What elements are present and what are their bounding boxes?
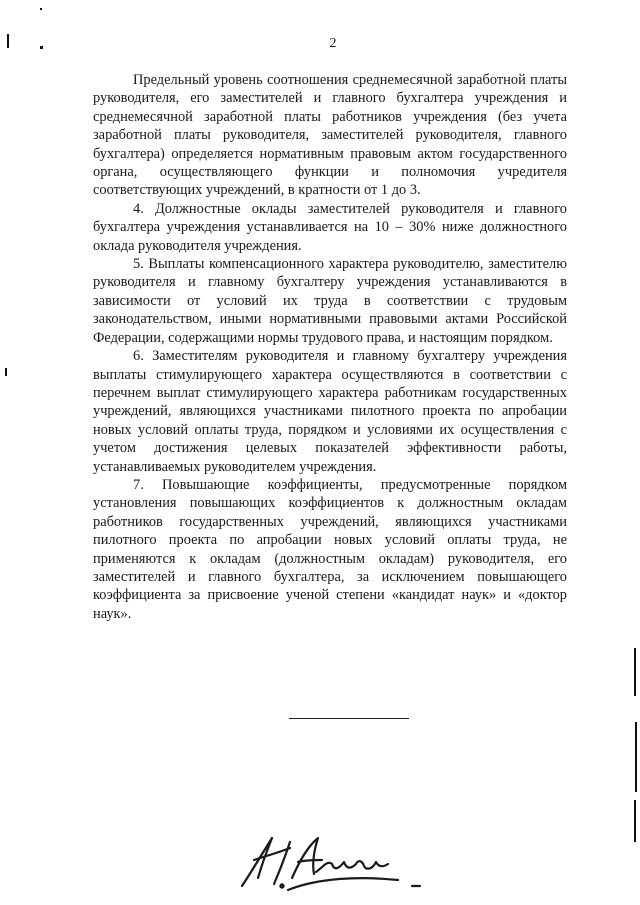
scan-artifact [635, 722, 637, 792]
signature-icon [228, 820, 428, 900]
scan-artifact [634, 648, 636, 696]
end-divider [289, 718, 409, 719]
paragraph-6: 6. Заместителям руководителя и главному бухгалтеру учреждения выплаты стимулирующего характера осуществляются в соответствии с перечнем выплат стимулирующего характера работникам государственных учреждений, являющихся участниками пилотного проекта по апробации новых условий оплаты труда, порядком и условиями их осуществления с учетом достижения целевых показателей эффективности работы, устанавливаемых руководителем учреждения. [93, 348, 567, 475]
page-number: 2 [329, 36, 337, 51]
scan-artifact [7, 34, 9, 48]
document-body [93, 71, 567, 623]
scan-artifact [40, 8, 42, 10]
paragraph-5: 5. Выплаты компенсационного характера руководителю, заместителю руководителя и главному бухгалтеру учреждения устанавливаются в зависимости от условий их труда в соответствии с трудовым законодательством, иными нормативными правовыми актами Российской Федерации, содержащими нормы трудового права, и настоящим порядком. [93, 256, 567, 346]
paragraph-7: 7. Повышающие коэффициенты, предусмотренные порядком установления повышающих коэффициентов к должностным окладам работников государственных учреждений, являющихся участниками пилотного проекта по апробации новых условий оплаты труда, не применяются к окладам (должностным окладам) руководителя, его заместителей и главного бухгалтера, за исключением повышающего коэффициента за присвоение ученой степени «кандидат наук» и «доктор наук». [93, 476, 567, 622]
scan-artifact [634, 800, 636, 842]
paragraph-ratio-limit: Предельный уровень соотношения среднемесячной заработной платы руководителя, его заместителей и главного бухгалтера учреждения и среднемесячной заработной платы работников учреждения (без учета заработной платы руководителя, заместителей руководителя, главного бухгалтера) определяется нормативным правовым актом государственного органа, осуществляющего функции и полномочия учредителя соответствующих учреждений, в кратности от 1 до 3. [93, 72, 567, 199]
paragraph-4: 4. Должностные оклады заместителей руководителя и главного бухгалтера учреждения устанавливается на 10 – 30% ниже должностного оклада руководителя учреждения. [93, 200, 567, 254]
scan-artifact [5, 368, 7, 376]
